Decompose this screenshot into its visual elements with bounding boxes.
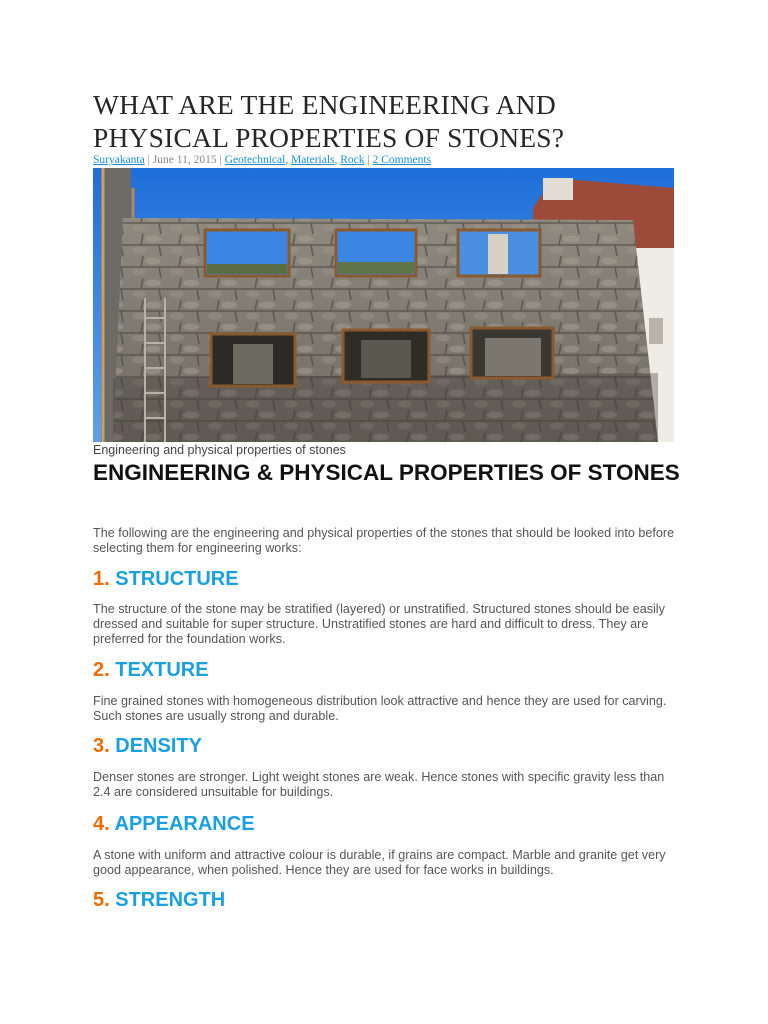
category-link-materials[interactable]: Materials [291,154,335,166]
section-number: 2. [93,659,110,681]
section-heading-density [93,734,202,758]
section-title: STRENGTH [115,889,226,911]
section-heading-strength [93,888,225,912]
comments-link[interactable]: 2 Comments [372,154,432,166]
section-heading-structure [93,567,239,591]
intro-paragraph: The following are the engineering and physical properties of the stones that should be looked into before selecting them for engineering works: [93,526,675,555]
section-body-appearance: A stone with uniform and attractive colour is durable, if grains are compact. Marble and granite get very good appearance, when polished. Hence they are used for face works in buildings. [93,848,666,877]
section-number: 3. [93,735,110,757]
section-heading-appearance [93,812,255,836]
section-title: TEXTURE [115,659,209,681]
stone-building-photo [93,168,674,442]
section-title: APPEARANCE [114,813,255,835]
category-link-geotechnical[interactable]: Geotechnical [224,154,286,166]
section-body-structure: The structure of the stone may be stratified (layered) or unstratified. Structured stones should be easily dressed and suitable for super structure. Unstratified stones are hard and difficult to dress. They are preferred for the foundation works. [93,602,665,646]
section-body-density: Denser stones are stronger. Light weight stones are weak. Hence stones with specific gravity less than 2.4 are considered unsuitable for buildings. [93,770,665,799]
meta-separator: | [147,154,153,166]
main-heading: ENGINEERING & PHYSICAL PROPERTIES OF STONES [93,460,680,485]
section-number: 5. [93,889,110,911]
article-meta: Suryakanta | June 11, 2015 | Geotechnical, Materials, Rock | 2 Comments [93,154,432,166]
section-body-texture: Fine grained stones with homogeneous distribution look attractive and hence they are used for carving. Such stones are usually strong and durable. [93,694,667,723]
section-title: STRUCTURE [115,568,239,590]
meta-separator: | [219,154,225,166]
section-number: 4. [93,813,110,835]
category-link-rock[interactable]: Rock [340,154,365,166]
section-heading-texture [93,658,209,682]
image-caption: Engineering and physical properties of stones [93,443,346,457]
section-title: DENSITY [115,735,202,757]
section-number: 1. [93,568,110,590]
meta-separator: | [367,154,373,166]
author-link[interactable]: Suryakanta [93,154,145,166]
post-date: June 11, 2015 [152,154,217,166]
article-title: WHAT ARE THE ENGINEERING AND PHYSICAL PROPERTIES OF STONES? [93,89,565,153]
